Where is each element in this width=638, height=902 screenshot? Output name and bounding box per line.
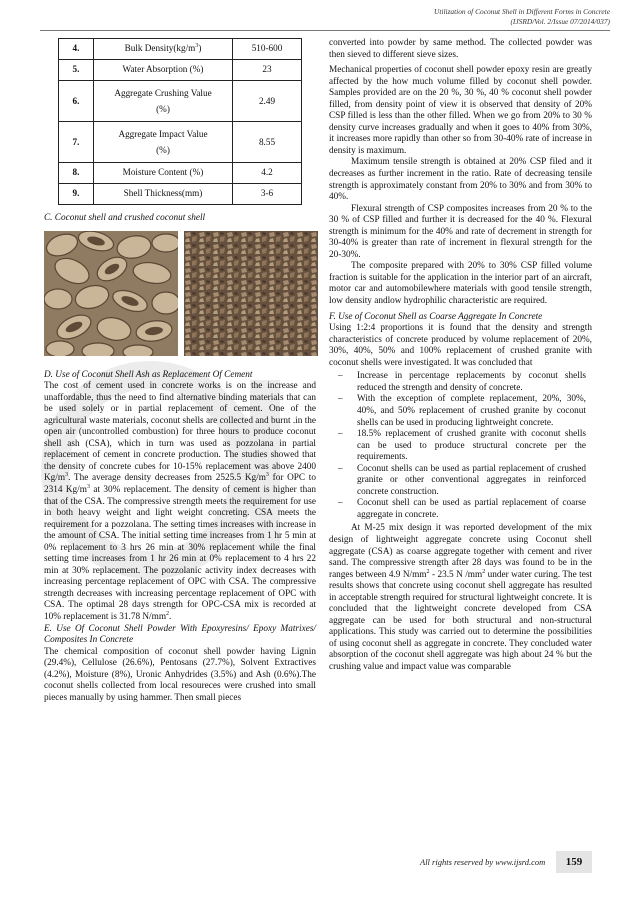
row-number: 8. — [59, 163, 94, 184]
header-rule — [40, 30, 610, 31]
row-value: 510-600 — [233, 39, 302, 60]
footer-rights: All rights reserved by www.ijsrd.com — [420, 857, 546, 867]
list-item: – Increase in percentage replacements by coconut shells reduced the strength and density of concrete. — [338, 371, 586, 393]
table-row — [59, 184, 302, 205]
row-value: 2.49 — [233, 81, 302, 122]
coconut-shell-photo — [44, 231, 178, 356]
header-title: Utilization of Coconut Shell in Different Forms in Concrete — [434, 7, 610, 16]
page-number: 159 — [556, 851, 592, 873]
list-item: – With the exception of complete replacement, 20%, 30%, 40%, and 50% replacement of crushed granite by coconut shells can be used in producing lightweight concrete. — [338, 394, 586, 428]
crushed-coconut-shell-photo — [184, 231, 318, 356]
table-row — [59, 81, 302, 122]
row-property: Shell Thickness(mm) — [94, 184, 233, 205]
row-property: Aggregate Impact Value (%) — [94, 122, 233, 163]
right-column — [329, 38, 592, 674]
application-paragraph: The composite prepared with 20% to 30% CSP filled volume fraction is suitable for the application in the interior part of an aircraft, motor car and automobilewhere materials with good tensile strength, low density andlow hydrophilic characteristic are required. — [329, 261, 592, 307]
section-f-paragraph: Using 1:2:4 proportions it is found that the density and strength characteristics of concrete produced by volume replacement of 20%, 30%, 40%, 50% and 100% replacement of crushed granite with coconut shells were investigated. It was concluded that — [329, 323, 592, 368]
row-number: 4. — [59, 39, 94, 60]
mix-design-paragraph: At M-25 mix design it was reported development of the mix design of lightweight aggregate concrete using Coconut shell aggregate (CSA) as coarse aggregate together with cement and river sand. The compressive strength after 28 days was found to be in the ranges between 4.9 $N/mm^2 - 23.5$ N $/mm^2$ under water curing. The test results shows that concrete using coconut shell aggregate has resulted in acceptable strength required for structural lightweight concrete. It is concluded that the lightweight concrete developed from CSA aggregate can be used for both structural and non-structural applications. This study was carried out to determine the possibilities of using coconut shell as aggregate in concrete. They concluded water absorption of the coconut shell aggregate was high about 24 % but the crushing value and impact value was comparable — [329, 523, 592, 672]
continued-paragraph: converted into powder by same method. The collected powder was then sieved to different sieve sizes. — [329, 38, 592, 60]
left-column — [44, 38, 316, 704]
section-c-heading: C. Coconut shell and crushed coconut shell — [44, 213, 206, 223]
table-row — [59, 60, 302, 81]
properties-table — [58, 38, 302, 205]
row-number: 7. — [59, 122, 94, 163]
row-value: 8.55 — [233, 122, 302, 163]
row-number: 9. — [59, 184, 94, 205]
section-d-heading: D. Use of Coconut Shell Ash as Replacement Of Cement — [44, 369, 253, 380]
row-number: 5. — [59, 60, 94, 81]
row-property: Bulk $Density(kg/m^3)$ — [94, 39, 233, 60]
row-value: 3-6 — [233, 184, 302, 205]
list-item: – Coconut shell can be used as partial replacement of coarse aggregate in concrete. — [338, 498, 586, 520]
table-row — [59, 122, 302, 163]
row-number: 6. — [59, 81, 94, 122]
coconut-shell-photos — [44, 231, 316, 356]
section-e-paragraph: The chemical composition of coconut shell powder having Lignin (29.4%), Cellulose (26.6%), Pentosans (27.7%), Solvent Extractives (4.2%), Moisture (8%), Uronic Anhydrides (3.5%) and Ash (0.6%).The coconut shells collected from local resoureces were crushed into small pieces manually by using hammer. Then small pieces — [44, 646, 316, 703]
list-item: – Coconut shells can be used as partial replacement of crushed granite or other conventional aggregates in reinforced concrete construction. — [338, 463, 586, 497]
table-row — [59, 163, 302, 184]
row-property: Moisture Content (%) — [94, 163, 233, 184]
section-d-paragraph: The cost of cement used in concrete works is on the increase and unaffordable, thus the need to find alternative binding materials that can be used solely or in partial replacement of cement. One of the agricultural waste materials, coconut shells are collected and burnt .in the open air (uncontrolled combustion) for three hours to produce coconut shell ash (CSA), which in turn was used as pozzolana in partial replacement of cement in concrete production. The studies showed that the density of concrete cubes for 10-15% replacement was above 2400 $Kg/m^3$. The average density decreases from 2525.5 $Kg/m^3$ for OPC to 2314 $Kg/m^3$ at 30% replacement. The density of cement is higher than that of the CSA. The compressive strength meets the requirement for use in both heavy weight and light weight concreting. CSA meets the requirement for a pozzolana. The setting times increases with increase in the amount of CSA. The initial setting time increases from 1 hr 5 min at 0% replacement to 3 hrs 26 min at 30% replacement while the final setting time increases from 1 hr 26 min at 0% replacement to 4 hrs 22 min at 30% replacement. The pozzolanic activity index decreases with increasing percentage replacement of OPC with CSA. The compressive strength decreases with increasing percentage replacement of OPC with CSA. The optimal 28 days strength for OPC-CSA mix is recorded at 10% replacement is 31.78 $N/mm^2$. — [44, 381, 317, 623]
flexural-paragraph: Flexural strength of CSP composites increases from 20 % to the 30 % of CSP filled and further it is decreased for the 40 %. Flexural strength is minimum for the 40% and rate of decrement in strength for 30-40% is greater than rate of increment in flexural strength for the 20-30%. — [329, 203, 592, 260]
row-value: 4.2 — [233, 163, 302, 184]
table-row — [59, 39, 302, 60]
header-citation: (IJSRD/Vol. 2/Issue 07/2014/037) — [510, 17, 610, 26]
running-header — [434, 7, 610, 27]
row-property: Aggregate Crushing Value (%) — [94, 81, 233, 122]
conclusion-list — [329, 371, 592, 521]
row-value: 23 — [233, 60, 302, 81]
section-f-heading: F. Use of Coconut Shell as Coarse Aggregate In Concrete — [329, 311, 543, 322]
tensile-paragraph: Maximum tensile strength is obtained at 20% CSP filed and it decreases as further increment in the ratio. Rate of decreasing tensile strength is approximately constant from 20% to 30% and from 30% to 40%. — [329, 157, 592, 203]
density-paragraph: Mechanical properties of coconut shell powder epoxy resin are greatly affected by the how much volume filled by coconut shell powder. Samples provided are on the 20 %, 30 %, 40 % coconut shell powder filled, from density point of view it is observed that density of 20% CSP filled is less than the other filled. When we go from 20% to 30 % density curve increases gradually and when it goes to 40% from 30%, it increases more rapidly than other so from 30-40% rate of increase in density is maximum. — [329, 65, 592, 156]
section-e-heading: E. Use Of Coconut Shell Powder With Epoxyresins/ Epoxy Matrixes/ Composites In Concrete — [44, 623, 316, 646]
list-item: – 18.5% replacement of crushed granite with coconut shells can be used to produce structural concrete per the requirements. — [338, 429, 586, 463]
row-property: Water Absorption (%) — [94, 60, 233, 81]
